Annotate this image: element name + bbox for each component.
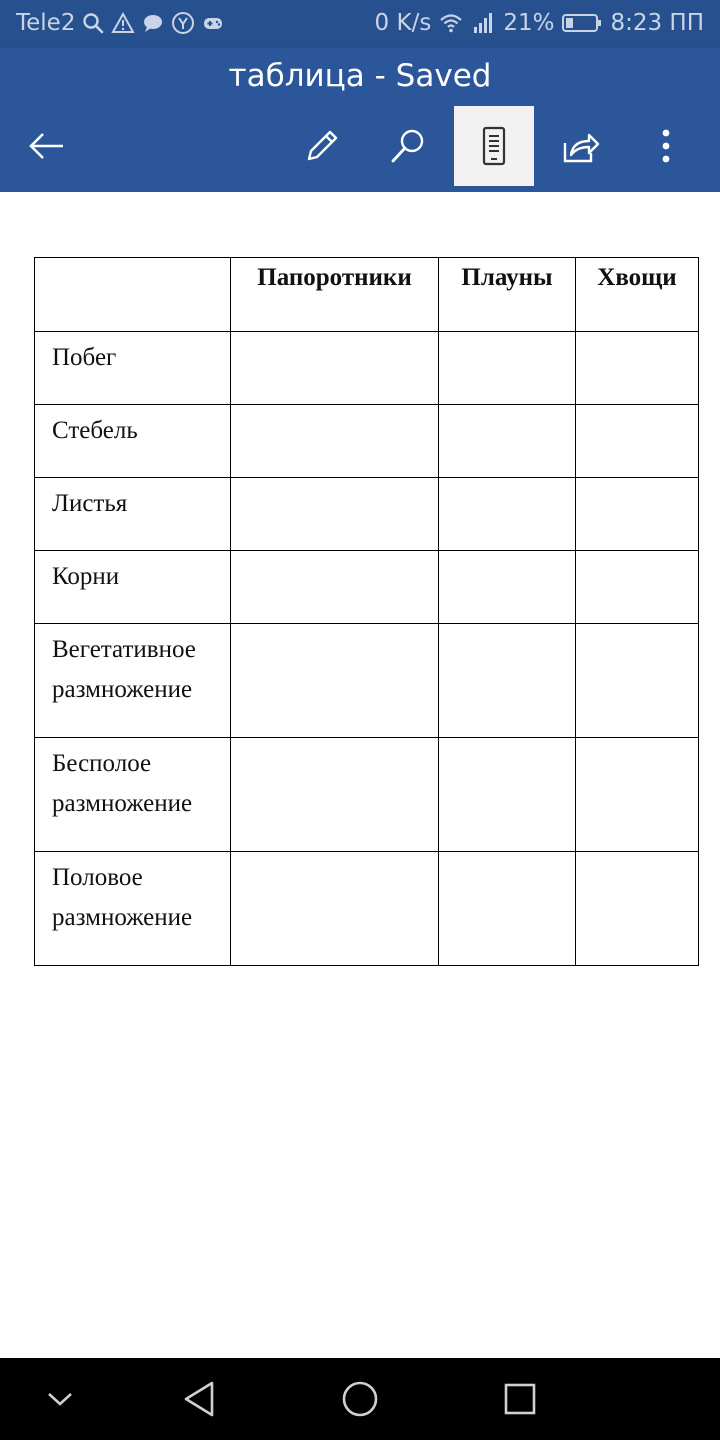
table-cell[interactable]: [439, 551, 576, 624]
more-vertical-icon: [645, 125, 687, 167]
home-icon: [341, 1380, 379, 1418]
table-cell[interactable]: [231, 624, 439, 738]
status-left: [16, 10, 225, 36]
table-header-cell[interactable]: Папоротники: [231, 258, 439, 332]
more-options-button[interactable]: [626, 106, 706, 186]
table-header-cell[interactable]: Хвощи: [576, 258, 699, 332]
table-cell[interactable]: [439, 738, 576, 852]
back-button[interactable]: [6, 106, 86, 186]
table-cell[interactable]: [576, 624, 699, 738]
table-cell[interactable]: [439, 624, 576, 738]
table-cell[interactable]: [576, 405, 699, 478]
table-row: [35, 738, 699, 852]
table-cell[interactable]: [439, 852, 576, 966]
back-icon: [182, 1380, 218, 1418]
share-icon: [559, 125, 601, 167]
document-canvas[interactable]: [0, 192, 720, 1358]
row-label-cell[interactable]: [35, 852, 231, 966]
table-cell[interactable]: [576, 551, 699, 624]
table-cell[interactable]: [439, 332, 576, 405]
row-label-cell[interactable]: Корни: [35, 551, 231, 624]
table-cell[interactable]: [231, 478, 439, 551]
row-label-cell[interactable]: Стебель: [35, 405, 231, 478]
table-header-row: [35, 258, 699, 332]
wifi-icon: [439, 11, 463, 35]
nav-recents-button[interactable]: [495, 1374, 545, 1424]
table-cell[interactable]: [439, 405, 576, 478]
hide-keyboard-button[interactable]: [35, 1374, 85, 1424]
network-speed: 0 K/s: [374, 10, 432, 36]
row-label-cell[interactable]: [35, 624, 231, 738]
pencil-icon: [301, 125, 343, 167]
row-label-line: размножение: [52, 676, 193, 703]
yandex-icon: [171, 11, 195, 35]
table-row: [35, 332, 699, 405]
edit-button[interactable]: [282, 106, 362, 186]
table-cell[interactable]: [576, 738, 699, 852]
warning-icon: [111, 11, 135, 35]
table-row: [35, 478, 699, 551]
table-row: [35, 551, 699, 624]
table-cell[interactable]: [576, 852, 699, 966]
row-label-line: размножение: [52, 904, 193, 931]
mobile-view-button[interactable]: [454, 106, 534, 186]
mobile-view-icon: [473, 125, 515, 167]
table-header-cell[interactable]: Плауны: [439, 258, 576, 332]
table-row: [35, 405, 699, 478]
battery-percent: 21%: [503, 10, 555, 36]
hide-keyboard-icon: [45, 1389, 75, 1409]
row-label-line: размножение: [52, 790, 193, 817]
status-bar: [0, 0, 720, 48]
search-icon: [81, 11, 105, 35]
row-label-line: Бесполое: [52, 750, 152, 777]
nav-back-button[interactable]: [175, 1374, 225, 1424]
row-label-cell[interactable]: Побег: [35, 332, 231, 405]
table-cell[interactable]: [231, 405, 439, 478]
signal-icon: [471, 11, 495, 35]
row-label-cell[interactable]: Листья: [35, 478, 231, 551]
row-label-line: Половое: [52, 864, 143, 891]
table-cell[interactable]: [231, 551, 439, 624]
chat-icon: [141, 11, 165, 35]
table-cell[interactable]: [576, 332, 699, 405]
table-cell[interactable]: [439, 478, 576, 551]
find-button[interactable]: [368, 106, 448, 186]
document-title: таблица - Saved: [228, 58, 492, 94]
table-row: [35, 852, 699, 966]
carrier-label: Tele2: [16, 10, 76, 36]
navigation-bar: [0, 1358, 720, 1440]
table-cell[interactable]: [576, 478, 699, 551]
nav-home-button[interactable]: [335, 1374, 385, 1424]
share-button[interactable]: [540, 106, 620, 186]
game-icon: [201, 11, 225, 35]
document-table: [34, 257, 699, 966]
table-cell[interactable]: [231, 738, 439, 852]
row-label-cell[interactable]: [35, 738, 231, 852]
app-bar: [0, 48, 720, 192]
search-icon: [387, 125, 429, 167]
clock: 8:23 ПП: [610, 10, 704, 36]
table-cell[interactable]: [231, 332, 439, 405]
row-label-line: Вегетативное: [52, 636, 196, 663]
back-arrow-icon: [25, 125, 67, 167]
status-right: [375, 10, 704, 36]
battery-icon: [562, 11, 602, 35]
table-header-cell[interactable]: [35, 258, 231, 332]
table-row: [35, 624, 699, 738]
recents-icon: [503, 1382, 537, 1416]
table-cell[interactable]: [231, 852, 439, 966]
